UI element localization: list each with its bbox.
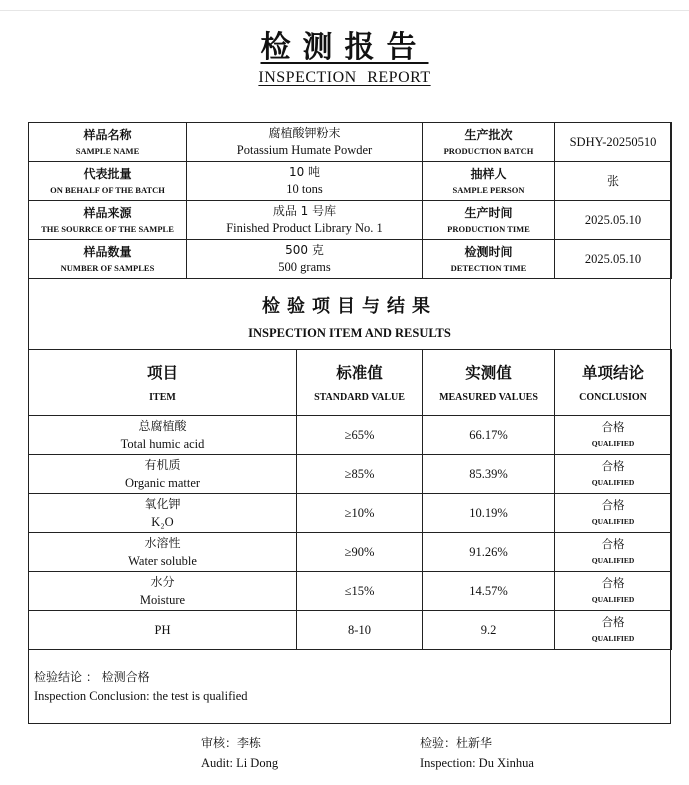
- item-conclusion: 合格 QUALIFIED: [555, 611, 672, 650]
- detection-time-value: 2025.05.10: [555, 240, 672, 279]
- table-row: [29, 611, 672, 650]
- standard-value: ≥85%: [297, 455, 423, 494]
- standard-value: 8-10: [297, 611, 423, 650]
- production-batch-label: 生产批次 PRODUCTION BATCH: [423, 123, 555, 162]
- item-conclusion: 合格 QUALIFIED: [555, 533, 672, 572]
- conclusion-value: 检测合格: [101, 670, 150, 684]
- measured-value: 91.26%: [423, 533, 555, 572]
- results-header-row: [29, 350, 672, 416]
- measured-value: 9.2: [423, 611, 555, 650]
- sample-source-label: 样品来源 THE SOURRCE OF THE SAMPLE: [29, 201, 187, 240]
- standard-value: ≥10%: [297, 494, 423, 533]
- results-table: [28, 349, 672, 650]
- measured-value: 14.57%: [423, 572, 555, 611]
- measured-value: 66.17%: [423, 416, 555, 455]
- standard-value: ≤15%: [297, 572, 423, 611]
- item-name: 氧化钾 K₂O: [29, 494, 297, 533]
- batch-qty-value: 10 吨 10 tons: [187, 162, 423, 201]
- conclusion-label: 检验结论 ：: [34, 670, 98, 684]
- measured-value: 85.39%: [423, 455, 555, 494]
- production-time-value: 2025.05.10: [555, 201, 672, 240]
- conclusion-en: Inspection Conclusion: the test is qualified: [34, 689, 248, 703]
- table-row: [29, 416, 672, 455]
- item-name: 总腐植酸 Total humic acid: [29, 416, 297, 455]
- header-standard: 标准值 STANDARD VALUE: [297, 350, 423, 416]
- sample-person-value: 张: [555, 162, 672, 201]
- item-name: 有机质 Organic matter: [29, 455, 297, 494]
- production-batch-value: SDHY-20250510: [555, 123, 672, 162]
- sample-count-label: 样品数量 NUMBER OF SAMPLES: [29, 240, 187, 279]
- header-item: 项目 ITEM: [29, 350, 297, 416]
- info-row: [29, 162, 672, 201]
- measured-value: 10.19%: [423, 494, 555, 533]
- info-row: [29, 201, 672, 240]
- report-title-en: INSPECTION REPORT: [258, 69, 431, 86]
- production-time-label: 生产时间 PRODUCTION TIME: [423, 201, 555, 240]
- sample-count-value: 500 克 500 grams: [187, 240, 423, 279]
- item-conclusion: 合格 QUALIFIED: [555, 494, 672, 533]
- audit-signature: 审核：李栋 Audit: Li Dong: [201, 736, 279, 770]
- sample-info-table: [28, 122, 672, 279]
- item-name: PH: [29, 611, 297, 650]
- item-conclusion: 合格 QUALIFIED: [555, 572, 672, 611]
- item-name: 水分 Moisture: [29, 572, 297, 611]
- table-row: [29, 572, 672, 611]
- sample-person-label: 抽样人 SAMPLE PERSON: [423, 162, 555, 201]
- sample-name-value: 腐植酸钾粉末 Potassium Humate Powder: [187, 123, 423, 162]
- info-row: [29, 123, 672, 162]
- item-name: 水溶性 Water soluble: [29, 533, 297, 572]
- sample-source-value: 成品 1 号库 Finished Product Library No. 1: [187, 201, 423, 240]
- report-title: 检测报告: [260, 30, 429, 65]
- sample-name-label: 样品名称 SAMPLE NAME: [29, 123, 187, 162]
- standard-value: ≥90%: [297, 533, 423, 572]
- item-conclusion: 合格 QUALIFIED: [555, 455, 672, 494]
- standard-value: ≥65%: [297, 416, 423, 455]
- table-row: [29, 455, 672, 494]
- info-row: [29, 240, 672, 279]
- header-conclusion: 单项结论 CONCLUSION: [555, 350, 672, 416]
- batch-qty-label: 代表批量 ON BEHALF OF THE BATCH: [29, 162, 187, 201]
- table-row: [29, 494, 672, 533]
- detection-time-label: 检测时间 DETECTION TIME: [423, 240, 555, 279]
- page-top-rule: [0, 10, 689, 11]
- header-measured: 实测值 MEASURED VALUES: [423, 350, 555, 416]
- inspection-signature: 检验：杜新华 Inspection: Du Xinhua: [420, 736, 534, 770]
- table-row: [29, 533, 672, 572]
- section-title-en: INSPECTION ITEM AND RESULTS: [248, 326, 451, 340]
- item-conclusion: 合格 QUALIFIED: [555, 416, 672, 455]
- inspection-conclusion: [34, 668, 248, 706]
- section-title: 检验项目与结果: [262, 296, 437, 317]
